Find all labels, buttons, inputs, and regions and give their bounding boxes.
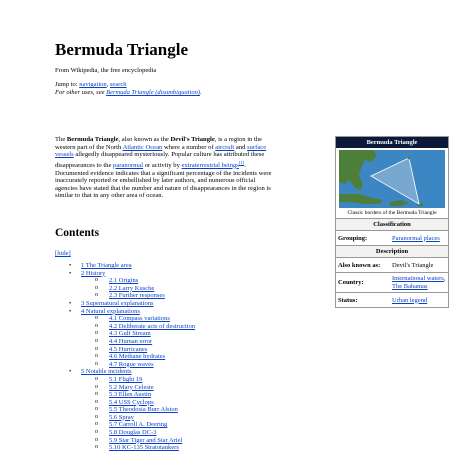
toc-item: [55, 391, 275, 399]
infobox-caption: Classic borders of the Bermuda Triangle: [336, 208, 448, 219]
toc-item: [55, 277, 275, 285]
toc-sub-bullet: o: [95, 383, 98, 390]
intro-bold-term: Bermuda Triangle: [66, 136, 119, 143]
toc-item: [55, 323, 275, 331]
aka-value: Devil's Triangle: [392, 261, 434, 269]
page-subtitle: From Wikipedia, the free encyclopedia: [55, 67, 157, 74]
toc-item: [55, 444, 275, 452]
toc-sub-bullet: o: [95, 353, 98, 360]
toc-link[interactable]: 4.1 Compass variations: [109, 315, 170, 323]
intro-text: The: [55, 136, 67, 143]
status-label: Status:: [338, 296, 358, 304]
country-label: Country:: [338, 279, 364, 287]
grouping-row: [336, 231, 448, 246]
intro-text: or activity by: [143, 161, 182, 169]
toc-link[interactable]: 5.2 Mary Celeste: [109, 383, 154, 391]
toc-bullet: •: [69, 269, 72, 277]
toc-link[interactable]: 2.1 Origins: [109, 277, 139, 285]
country-separator: ,: [443, 275, 446, 283]
toc-link[interactable]: 5.7 Carroll A. Deering: [109, 421, 168, 429]
intro-paragraph: [55, 136, 275, 200]
toc-sub-bullet: o: [95, 398, 98, 405]
toc-hide-toggle[interactable]: [55, 250, 71, 257]
hatnote-prefix: For other uses, see: [55, 89, 107, 96]
toc-item: [55, 361, 275, 369]
infobox: [335, 136, 449, 308]
grouping-label: Grouping:: [338, 234, 368, 242]
toc-bullet: •: [69, 262, 72, 269]
toc-item: [55, 421, 275, 429]
hide-link[interactable]: [hide]: [55, 250, 71, 257]
hatnote-suffix: .: [199, 89, 202, 96]
toc-link[interactable]: 5.4 USS Cyclops: [109, 398, 154, 406]
disambiguation-link[interactable]: Bermuda Triangle (disambiguation): [106, 89, 200, 96]
country-row: [336, 273, 448, 293]
toc-link[interactable]: 5.10 KC-135 Stratotankers: [109, 444, 179, 452]
toc-sub-bullet: o: [95, 413, 98, 420]
citation-link[interactable]: [1]: [238, 159, 245, 165]
toc-sub-bullet: o: [95, 375, 98, 382]
toc-sub-bullet: o: [95, 322, 98, 329]
toc-sub-bullet: o: [95, 436, 98, 443]
toc-link[interactable]: 2 History: [81, 269, 106, 277]
jump-links: [55, 81, 407, 97]
toc-item: [55, 376, 275, 384]
classification-heading: Classification: [336, 219, 448, 231]
toc-item: [55, 270, 275, 278]
toc-link[interactable]: 5.3 Ellen Austin: [109, 391, 152, 399]
toc-item: [55, 368, 275, 376]
toc-item: [55, 285, 275, 293]
toc-item: [55, 338, 275, 346]
toc-link[interactable]: 5.6 Spray: [109, 413, 134, 421]
toc-item: [55, 399, 275, 407]
toc-sub-bullet: o: [95, 292, 98, 299]
urban-legend-link[interactable]: Urban legend: [392, 296, 428, 304]
toc-sub-bullet: o: [95, 337, 98, 344]
toc-item: [55, 406, 275, 414]
toc-item: [55, 330, 275, 338]
toc-sub-bullet: o: [95, 277, 98, 284]
toc-sub-bullet: o: [95, 421, 98, 428]
toc-sub-bullet: o: [95, 391, 98, 398]
extraterrestrial-link[interactable]: extraterrestrial beings: [181, 161, 239, 169]
toc-sub-bullet: o: [95, 429, 98, 436]
toc-item: [55, 300, 275, 308]
toc-link[interactable]: 4.5 Hurricanes: [109, 345, 148, 353]
toc-item: [55, 262, 275, 270]
toc-link[interactable]: 4 Natural explanations: [81, 307, 140, 315]
toc-sub-bullet: o: [95, 360, 98, 367]
toc-sub-bullet: o: [95, 284, 98, 291]
jump-prefix: Jump to:: [55, 81, 80, 88]
paranormal-link[interactable]: paranormal: [113, 161, 144, 169]
atlantic-ocean-link[interactable]: Atlantic Ocean: [122, 143, 163, 151]
article: [55, 40, 446, 452]
jump-separator: ,: [106, 81, 110, 88]
grouping-link[interactable]: Paranormal places: [392, 234, 440, 242]
toc-item: [55, 292, 275, 300]
toc-link[interactable]: 5 Notable incidents: [81, 368, 132, 376]
intro-bold-term: Devil's Triangle: [170, 136, 215, 143]
toc-link[interactable]: 3 Supernatural explanations: [81, 299, 154, 307]
intro-text: allegedly disappeared mysteriously. Popular culture has attributed these disappearances to the: [55, 151, 265, 169]
international-waters-link[interactable]: International waters: [392, 275, 444, 283]
intro-text: , also known as the: [118, 136, 171, 143]
bahamas-link[interactable]: The Bahamas: [392, 282, 428, 290]
toc-link[interactable]: 4.3 Gulf Stream: [109, 330, 151, 338]
toc-item: [55, 429, 275, 437]
table-of-contents: [55, 262, 275, 452]
hatnote: [55, 89, 202, 96]
status-row: [336, 293, 448, 307]
toc-sub-bullet: o: [95, 345, 98, 352]
toc-sub-bullet: o: [95, 315, 98, 322]
toc-link[interactable]: 5.5 Theodosia Burr Alston: [109, 406, 178, 414]
toc-link[interactable]: 2.3 Further responses: [109, 292, 165, 300]
toc-sub-bullet: o: [95, 330, 98, 337]
toc-bullet: •: [69, 368, 72, 376]
toc-link[interactable]: 4.6 Methane hydrates: [109, 353, 166, 361]
intro-text: , is a region in the western part of the North: [55, 136, 263, 151]
intro-text: where a number of: [162, 143, 216, 151]
toc-bullet: •: [69, 299, 72, 307]
contents-heading: Contents: [55, 227, 100, 239]
toc-link[interactable]: 4.2 Deliberate acts of destruction: [109, 322, 196, 330]
surface-vessels-link[interactable]: surface vessels: [55, 143, 267, 159]
toc-link[interactable]: 5.8 Douglas DC-3: [109, 429, 157, 437]
toc-item: [55, 353, 275, 361]
toc-item: [55, 346, 275, 354]
aka-label: Also known as:: [338, 261, 381, 269]
navigation-link[interactable]: navigation: [79, 81, 107, 88]
toc-item: [55, 308, 275, 316]
toc-item: [55, 414, 275, 422]
toc-link[interactable]: 4.4 Human error: [109, 337, 153, 345]
toc-link[interactable]: 4.7 Rogue waves: [109, 360, 154, 368]
toc-item: [55, 384, 275, 392]
toc-item: [55, 315, 275, 323]
aircraft-link[interactable]: aircraft: [215, 143, 235, 151]
page-title: Bermuda Triangle: [55, 40, 189, 59]
description-heading: Description: [336, 246, 448, 258]
search-link[interactable]: search: [109, 81, 127, 88]
toc-sub-bullet: o: [95, 406, 98, 413]
bermuda-map-image[interactable]: [339, 150, 445, 208]
toc-link[interactable]: 5.9 Star Tiger and Star Ariel: [109, 436, 183, 444]
intro-text: . Documented evidence indicates that a significant percentage of the incidents were inaccurately reported or embellished by later authors, and numerous official agencies have stated that the number and nature of disappearances in the region is similar to that in any other area of ocean.: [55, 161, 272, 200]
toc-item: [55, 437, 275, 445]
intro-text: and: [234, 143, 248, 151]
aka-row: [336, 258, 448, 273]
toc-link[interactable]: 2.2 Larry Kusche: [109, 284, 155, 292]
toc-bullet: •: [69, 307, 72, 315]
toc-sub-bullet: o: [95, 444, 98, 451]
toc-link[interactable]: 1 The Triangle area: [81, 262, 132, 269]
toc-link[interactable]: 5.1 Flight 19: [109, 375, 143, 383]
infobox-title: Bermuda Triangle: [336, 137, 448, 148]
map-bermuda-island: [408, 157, 411, 160]
